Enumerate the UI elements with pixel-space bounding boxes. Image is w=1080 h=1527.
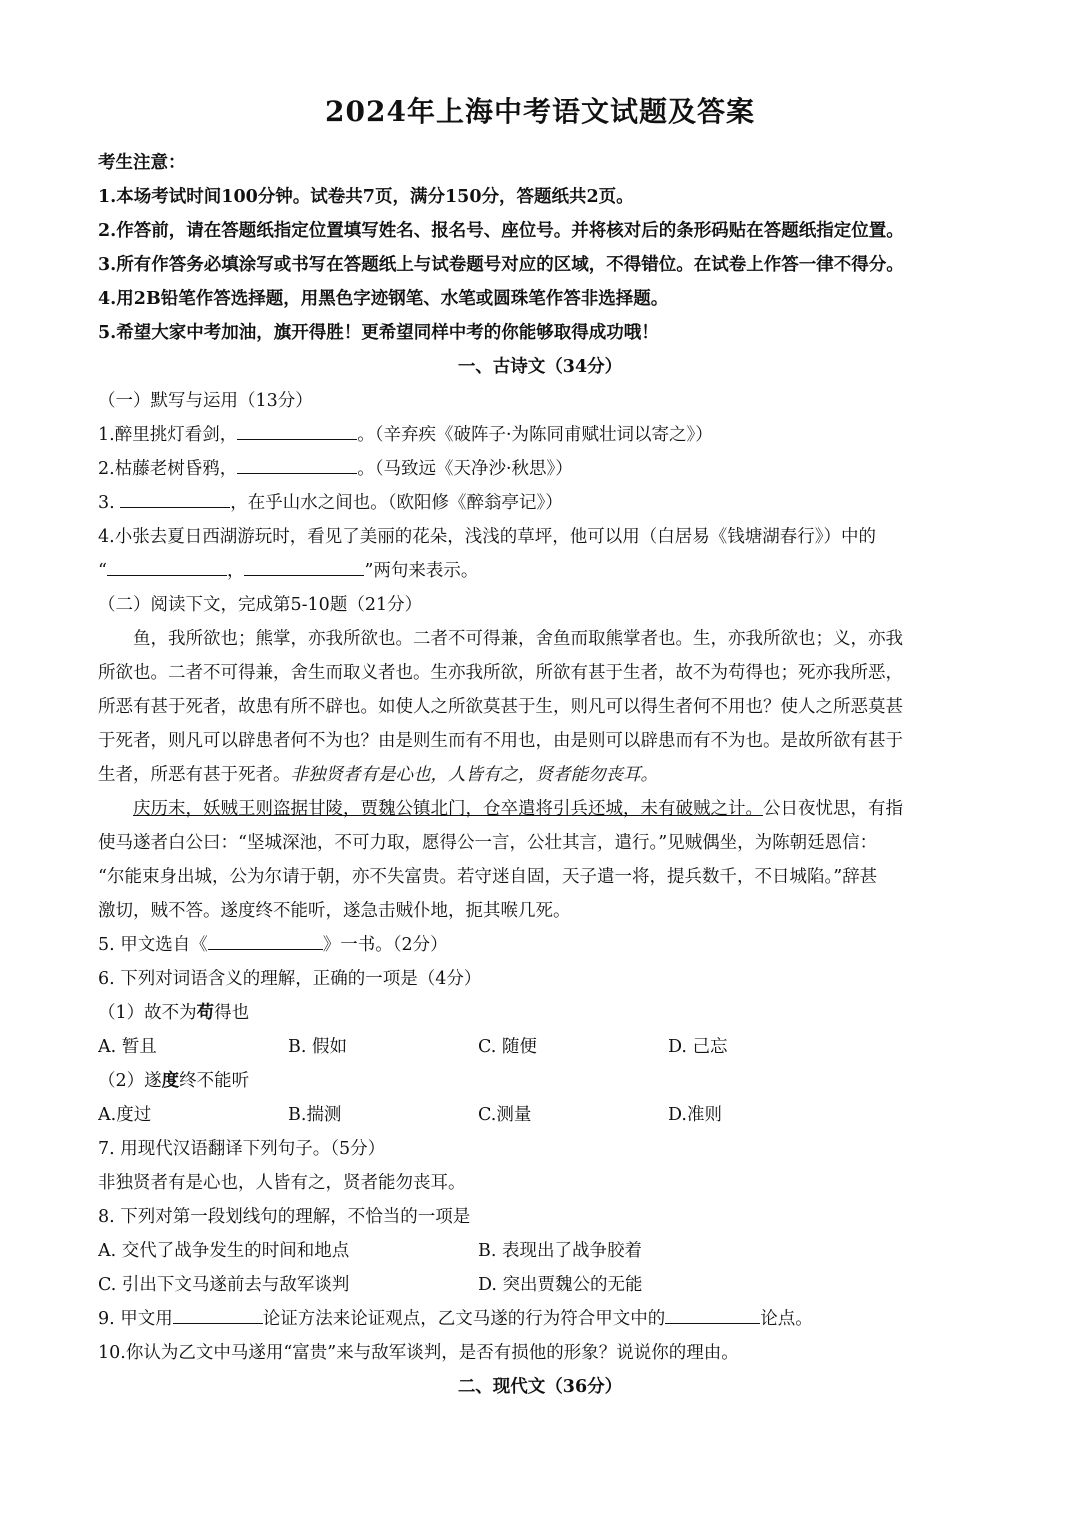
question-text: 1.醉里挑灯看剑， [98, 425, 238, 445]
option-b[interactable]: B. 表现出了战争胶着 [478, 1241, 642, 1261]
option-a[interactable]: A. 暂且 [98, 1037, 157, 1057]
question-1 [98, 418, 982, 452]
notice-item: 3.所有作答务必填涂写或书写在答题纸上与试卷题号对应的区域，不得错位。在试卷上作答一律不得分。 [98, 255, 904, 275]
answer-blank[interactable] [173, 1303, 263, 1324]
passage-text: 生者，所恶有甚于死者。 [98, 765, 291, 785]
notice-item: 4.用2B铅笔作答选择题，用黑色字迹钢笔、水笔或圆珠笔作答非选择题。 [98, 289, 669, 309]
passage-a-line: 于死者，则凡可以辟患者何不为也？由是则生而有不用也，由是则可以辟患而有不为也。是故所欲有甚于 [98, 731, 903, 751]
answer-blank[interactable] [107, 555, 227, 576]
section-heading-classical: 一、古诗文（34分） [457, 357, 623, 377]
question-5 [98, 928, 982, 962]
answer-blank[interactable] [120, 487, 230, 508]
question-6-2 [98, 1064, 982, 1098]
question-text: 。（辛弃疾《破阵子·为陈同甫赋壮词以寄之》） [357, 425, 713, 445]
question-text: “ [98, 561, 107, 581]
question-text: 终不能听 [179, 1071, 250, 1091]
question-text: 论点。 [760, 1309, 813, 1329]
notice-item: 1.本场考试时间100分钟。试卷共7页，满分150分，答题纸共2页。 [98, 187, 634, 207]
option-c[interactable]: C. 引出下文马遂前去与敌军谈判 [98, 1275, 350, 1295]
option-c[interactable]: C. 随便 [478, 1037, 537, 1057]
notice-item: 2.作答前，请在答题纸指定位置填写姓名、报名号、座位号。并将核对后的条形码贴在答题纸指定位置。 [98, 221, 904, 241]
question-text: 3. [98, 493, 115, 513]
section-heading-modern: 二、现代文（36分） [457, 1377, 623, 1397]
option-c[interactable]: C.测量 [478, 1105, 532, 1125]
question-10: 10.你认为乙文中马遂用“富贵”来与敌军谈判，是否有损他的形象？说说你的理由。 [98, 1343, 739, 1363]
question-text: （1）故不为 [98, 1003, 197, 1023]
question-2 [98, 452, 982, 486]
question-text: 。（马致远《天净沙·秋思》） [357, 459, 573, 479]
question-3 [98, 486, 982, 520]
question-text: 2.枯藤老树昏鸦， [98, 459, 238, 479]
option-a[interactable]: A. 交代了战争发生的时间和地点 [98, 1241, 350, 1261]
question-7: 7. 用现代汉语翻译下列句子。（5分） [98, 1139, 386, 1159]
passage-italic-sentence: 非独贤者有是心也，人皆有之，贤者能勿丧耳。 [290, 765, 658, 785]
question-text: （2）遂 [98, 1071, 162, 1091]
options-row [98, 1030, 982, 1064]
question-6-1 [98, 996, 982, 1030]
option-b[interactable]: B.揣测 [288, 1105, 342, 1125]
passage-b-line: 使马遂者白公曰：“坚城深池，不可力取，愿得公一言，公壮其言，遣行。”见贼偶坐，为陈朝廷恩信： [98, 833, 878, 853]
question-text: 》一书。（2分） [322, 935, 448, 955]
answer-blank[interactable] [244, 555, 364, 576]
option-a[interactable]: A.度过 [98, 1105, 152, 1125]
question-text: 9. 甲文用 [98, 1309, 173, 1329]
passage-a-line: 所恶有甚于死者，故患有所不辟也。如使人之所欲莫甚于生，则凡可以得生者何不用也？使人之所恶莫甚 [98, 697, 903, 717]
option-d[interactable]: D. 突出贾魏公的无能 [478, 1275, 643, 1295]
translation-sentence: 非独贤者有是心也，人皆有之，贤者能勿丧耳。 [98, 1173, 466, 1193]
options-row [98, 1234, 982, 1268]
question-text: 得也 [214, 1003, 250, 1023]
option-b[interactable]: B. 假如 [288, 1037, 347, 1057]
passage-b-line [98, 792, 982, 826]
answer-blank[interactable] [208, 929, 323, 950]
question-4-continued [98, 554, 982, 588]
part-heading: （二）阅读下文，完成第5-10题（21分） [98, 595, 423, 615]
question-text: ，在乎山水之间也。（欧阳修《醉翁亭记》） [230, 493, 563, 513]
options-row [98, 1098, 982, 1132]
question-6: 6. 下列对词语含义的理解，正确的一项是（4分） [98, 969, 482, 989]
part-heading: （一）默写与运用（13分） [98, 391, 313, 411]
key-word: 度 [161, 1071, 180, 1091]
question-9 [98, 1302, 982, 1336]
answer-blank[interactable] [237, 419, 357, 440]
passage-text: 公日夜忧思，有指 [763, 799, 903, 819]
option-d[interactable]: D.准则 [668, 1105, 722, 1125]
passage-a-line: 鱼，我所欲也；熊掌，亦我所欲也。二者不可得兼，舍鱼而取熊掌者也。生，亦我所欲也；义，亦我 [133, 629, 903, 649]
answer-blank[interactable] [665, 1303, 760, 1324]
options-row [98, 1268, 982, 1302]
page-title: 2024年上海中考语文试题及答案 [325, 95, 755, 128]
question-8: 8. 下列对第一段划线句的理解，不恰当的一项是 [98, 1207, 471, 1227]
question-text: ”两句来表示。 [364, 561, 479, 581]
answer-blank[interactable] [237, 453, 357, 474]
question-text: 论证方法来论证观点，乙文马遂的行为符合甲文中的 [262, 1309, 666, 1329]
question-4: 4.小张去夏日西湖游玩时，看见了美丽的花朵，浅浅的草坪，他可以用（白居易《钱塘湖春行》）中的 [98, 527, 876, 547]
option-d[interactable]: D. 己忘 [668, 1037, 728, 1057]
passage-a-line: 所欲也。二者不可得兼，舍生而取义者也。生亦我所欲，所欲有甚于生者，故不为苟得也；死亦我所恶， [98, 663, 903, 683]
question-text: 5. 甲文选自《 [98, 935, 208, 955]
notice-item: 5.希望大家中考加油，旗开得胜！更希望同样中考的你能够取得成功哦！ [98, 323, 659, 343]
passage-b-line: “尔能束身出城，公为尔请于朝，亦不失富贵。若守迷自固，天子遣一将，提兵数千，不日城陷。”辞甚 [98, 867, 878, 887]
underlined-sentence: 庆历末，妖贼王则盗据甘陵，贾魏公镇北门，仓卒遣将引兵还城，未有破贼之计。 [133, 799, 763, 819]
passage-a-line [98, 758, 982, 792]
key-word: 苟 [196, 1003, 215, 1023]
passage-b-line: 激切，贼不答。遂度终不能听，遂急击贼仆地，扼其喉几死。 [98, 901, 571, 921]
notice-heading: 考生注意： [98, 153, 186, 173]
question-text: ， [226, 561, 245, 581]
